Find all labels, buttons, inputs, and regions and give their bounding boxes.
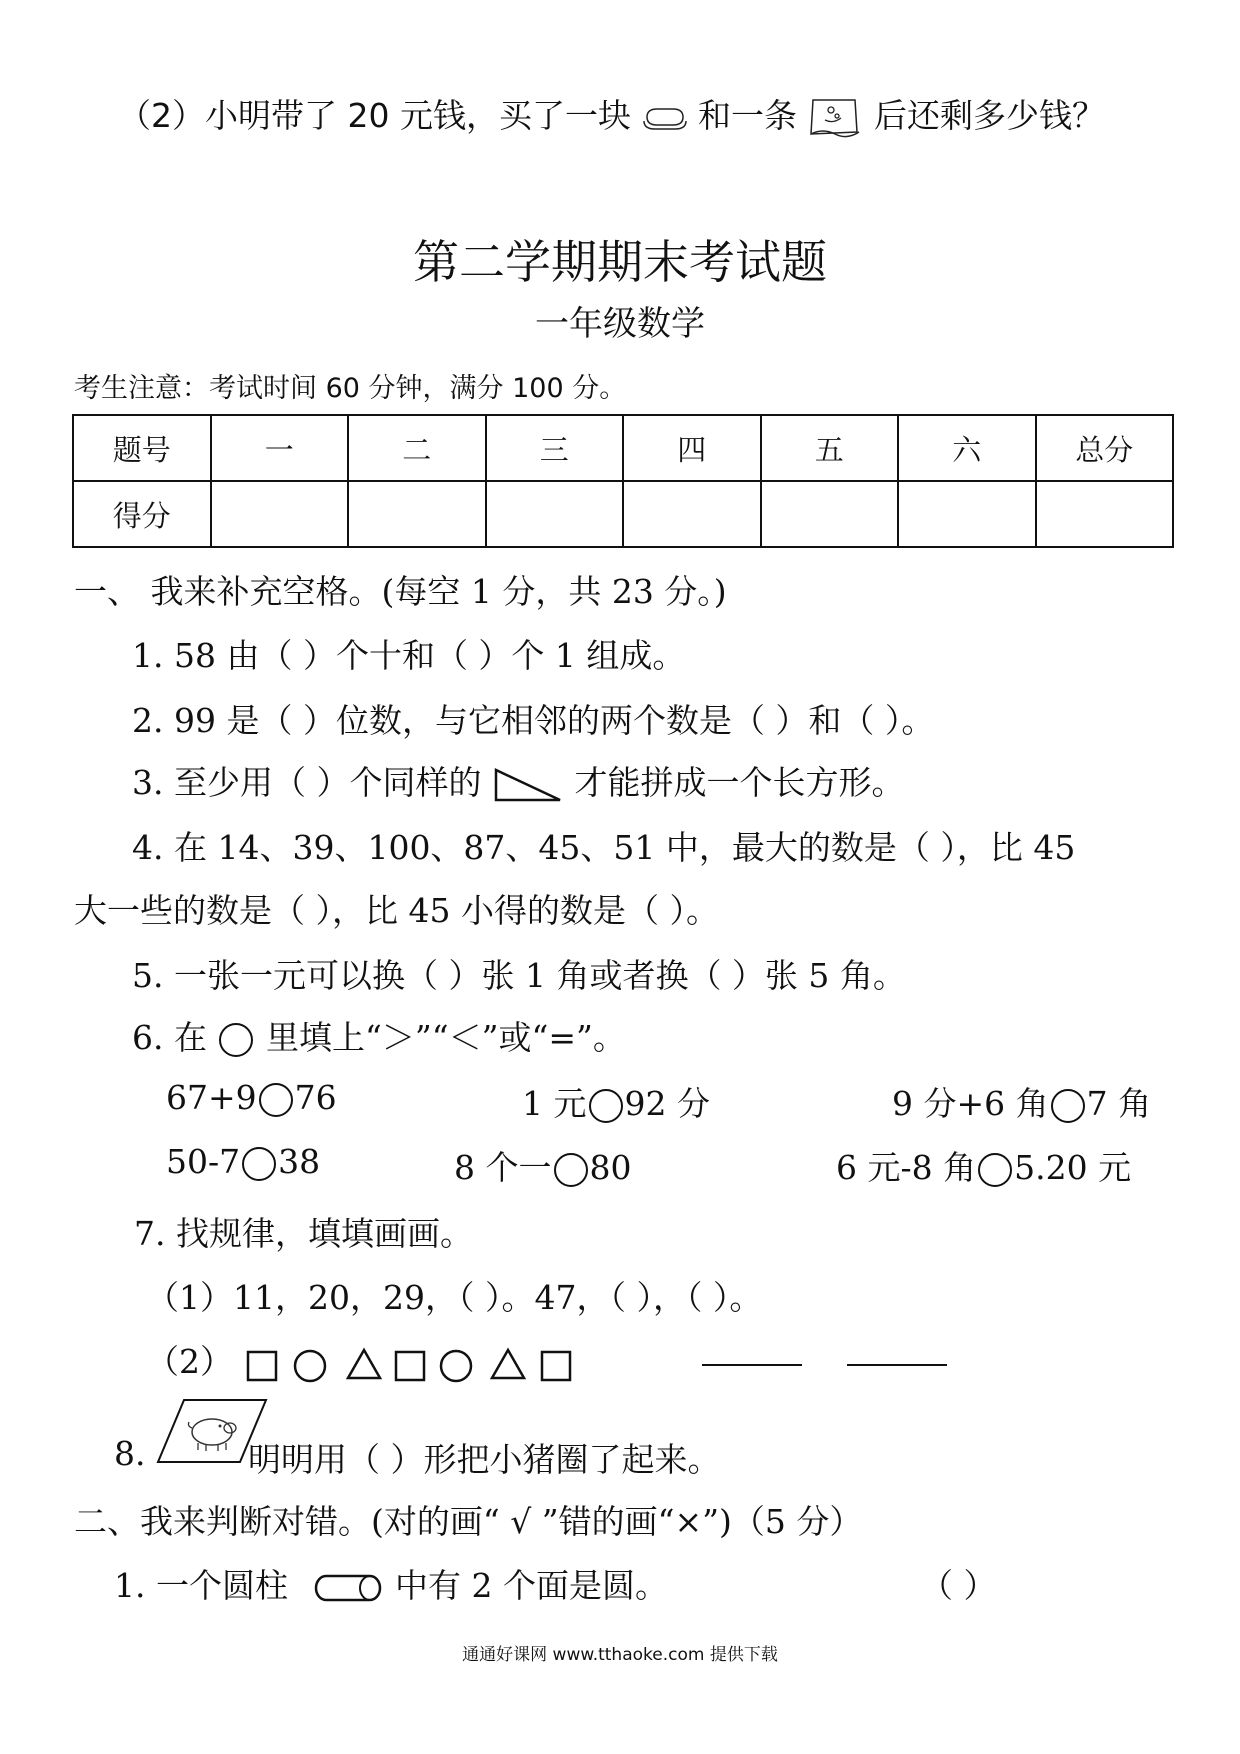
top-question [118,90,1105,142]
square-icon [396,1352,424,1380]
square-icon [248,1352,276,1380]
compare-circle[interactable] [554,1153,588,1187]
question-6-text-a: 6. 在 [132,1018,207,1057]
compare-left: 67+9 [166,1078,257,1117]
score-row-label: 得分 [73,481,211,547]
question-7-1: （1）11，20，29，（ ）。47，（ ），（ ）。 [146,1278,763,1317]
exam-title: 第二学期期末考试题 [413,235,827,289]
score-cell-2: 二 [348,415,486,481]
top-question-suffix: 后还剩多少钱？ [873,96,1105,135]
judge-question-1 [114,1560,668,1607]
score-cell-label: 题号 [73,415,211,481]
answer-blank[interactable] [702,1363,802,1366]
score-cell-4: 四 [623,415,761,481]
circle-icon [219,1023,253,1057]
question-3-text-b: 才能拼成一个长方形。 [574,763,905,802]
compare-right: 76 [294,1078,337,1117]
question-5: 5. 一张一元可以换（ ）张 1 角或者换（ ）张 5 角。 [132,956,906,995]
compare-right: 80 [589,1148,632,1187]
score-cell-5: 五 [761,415,899,481]
score-input-6[interactable] [898,481,1036,547]
compare-item [836,1142,1131,1189]
question-4-line1: 4. 在 14、39、100、87、45、51 中，最大的数是（ ），比 45 [132,828,1076,867]
compare-right: 38 [278,1142,321,1181]
compare-circle[interactable] [589,1089,623,1123]
section1-heading: 一、 我来补充空格。(每空 1 分，共 23 分。) [74,572,727,611]
triangle-icon [492,1350,524,1378]
question-7-2 [146,1336,947,1384]
judge-answer-paren[interactable]: （ ） [920,1566,997,1605]
score-cell-6: 六 [898,415,1036,481]
judge-question-1-text-b: 中有 2 个面是圆。 [394,1566,668,1605]
compare-left: 9 分+6 角 [892,1084,1049,1123]
score-table [72,414,1174,548]
right-triangle-icon [492,766,564,804]
score-input-1[interactable] [211,481,349,547]
score-table-score-row [73,481,1173,547]
compare-circle[interactable] [259,1083,293,1117]
compare-left: 1 元 [522,1084,587,1123]
towel-icon [807,94,863,142]
exam-subtitle: 一年级数学 [535,304,705,344]
cylinder-icon [312,1572,384,1604]
compare-circle[interactable] [1051,1089,1085,1123]
section2-heading: 二、我来判断对错。(对的画“ √ ”错的画“×”)（5 分） [74,1502,863,1541]
compare-left: 8 个一 [454,1148,552,1187]
compare-left: 6 元-8 角 [836,1148,977,1187]
score-input-total[interactable] [1036,481,1174,547]
triangle-icon [348,1350,380,1378]
compare-right: 92 分 [624,1084,710,1123]
judge-question-1-text-a: 1. 一个圆柱 [114,1566,288,1605]
score-cell-total: 总分 [1036,415,1174,481]
question-8-number: 8. [114,1434,146,1473]
compare-circle[interactable] [242,1147,276,1181]
question-6 [132,1012,626,1059]
circle-icon [441,1351,471,1381]
question-3 [132,757,904,804]
question-6-text-b: 里填上“＞”“＜”或“=”。 [265,1018,626,1057]
score-cell-3: 三 [486,415,624,481]
score-table-header-row [73,415,1173,481]
answer-blank[interactable] [847,1363,947,1366]
question-1: 1. 58 由（ ）个十和（ ）个 1 组成。 [132,636,686,675]
shape-pattern [244,1344,674,1384]
footer-credit: 通通好课网 www.tthaoke.com 提供下载 [462,1645,778,1665]
compare-right: 5.20 元 [1014,1148,1132,1187]
score-cell-1: 一 [211,415,349,481]
square-icon [542,1352,570,1380]
score-input-3[interactable] [486,481,624,547]
exam-notice: 考生注意：考试时间 60 分钟，满分 100 分。 [74,373,627,404]
soap-icon [641,103,687,133]
score-input-5[interactable] [761,481,899,547]
question-4-line2: 大一些的数是（ ），比 45 小得的数是（ ）。 [74,891,719,930]
compare-circle[interactable] [978,1153,1012,1187]
question-2: 2. 99 是（ ）位数，与它相邻的两个数是（ ）和（ ）。 [132,701,935,740]
compare-item [454,1142,632,1189]
score-input-4[interactable] [623,481,761,547]
question-8: 明明用（ ）形把小猪圈了起来。 [248,1440,721,1479]
score-input-2[interactable] [348,481,486,547]
question-7: 7. 找规律，填填画画。 [134,1214,473,1253]
question-3-text-a: 3. 至少用（ ）个同样的 [132,763,482,802]
compare-right: 7 角 [1086,1084,1152,1123]
compare-item [892,1078,1151,1125]
compare-item [166,1078,337,1117]
compare-item [522,1078,710,1125]
question-7-2-label: （2） [146,1342,233,1381]
compare-item [166,1142,320,1181]
compare-left: 50-7 [166,1142,241,1181]
top-question-prefix: （2）小明带了 20 元钱，买了一块 [118,96,631,135]
top-question-middle: 和一条 [697,96,797,135]
circle-icon [295,1351,325,1381]
